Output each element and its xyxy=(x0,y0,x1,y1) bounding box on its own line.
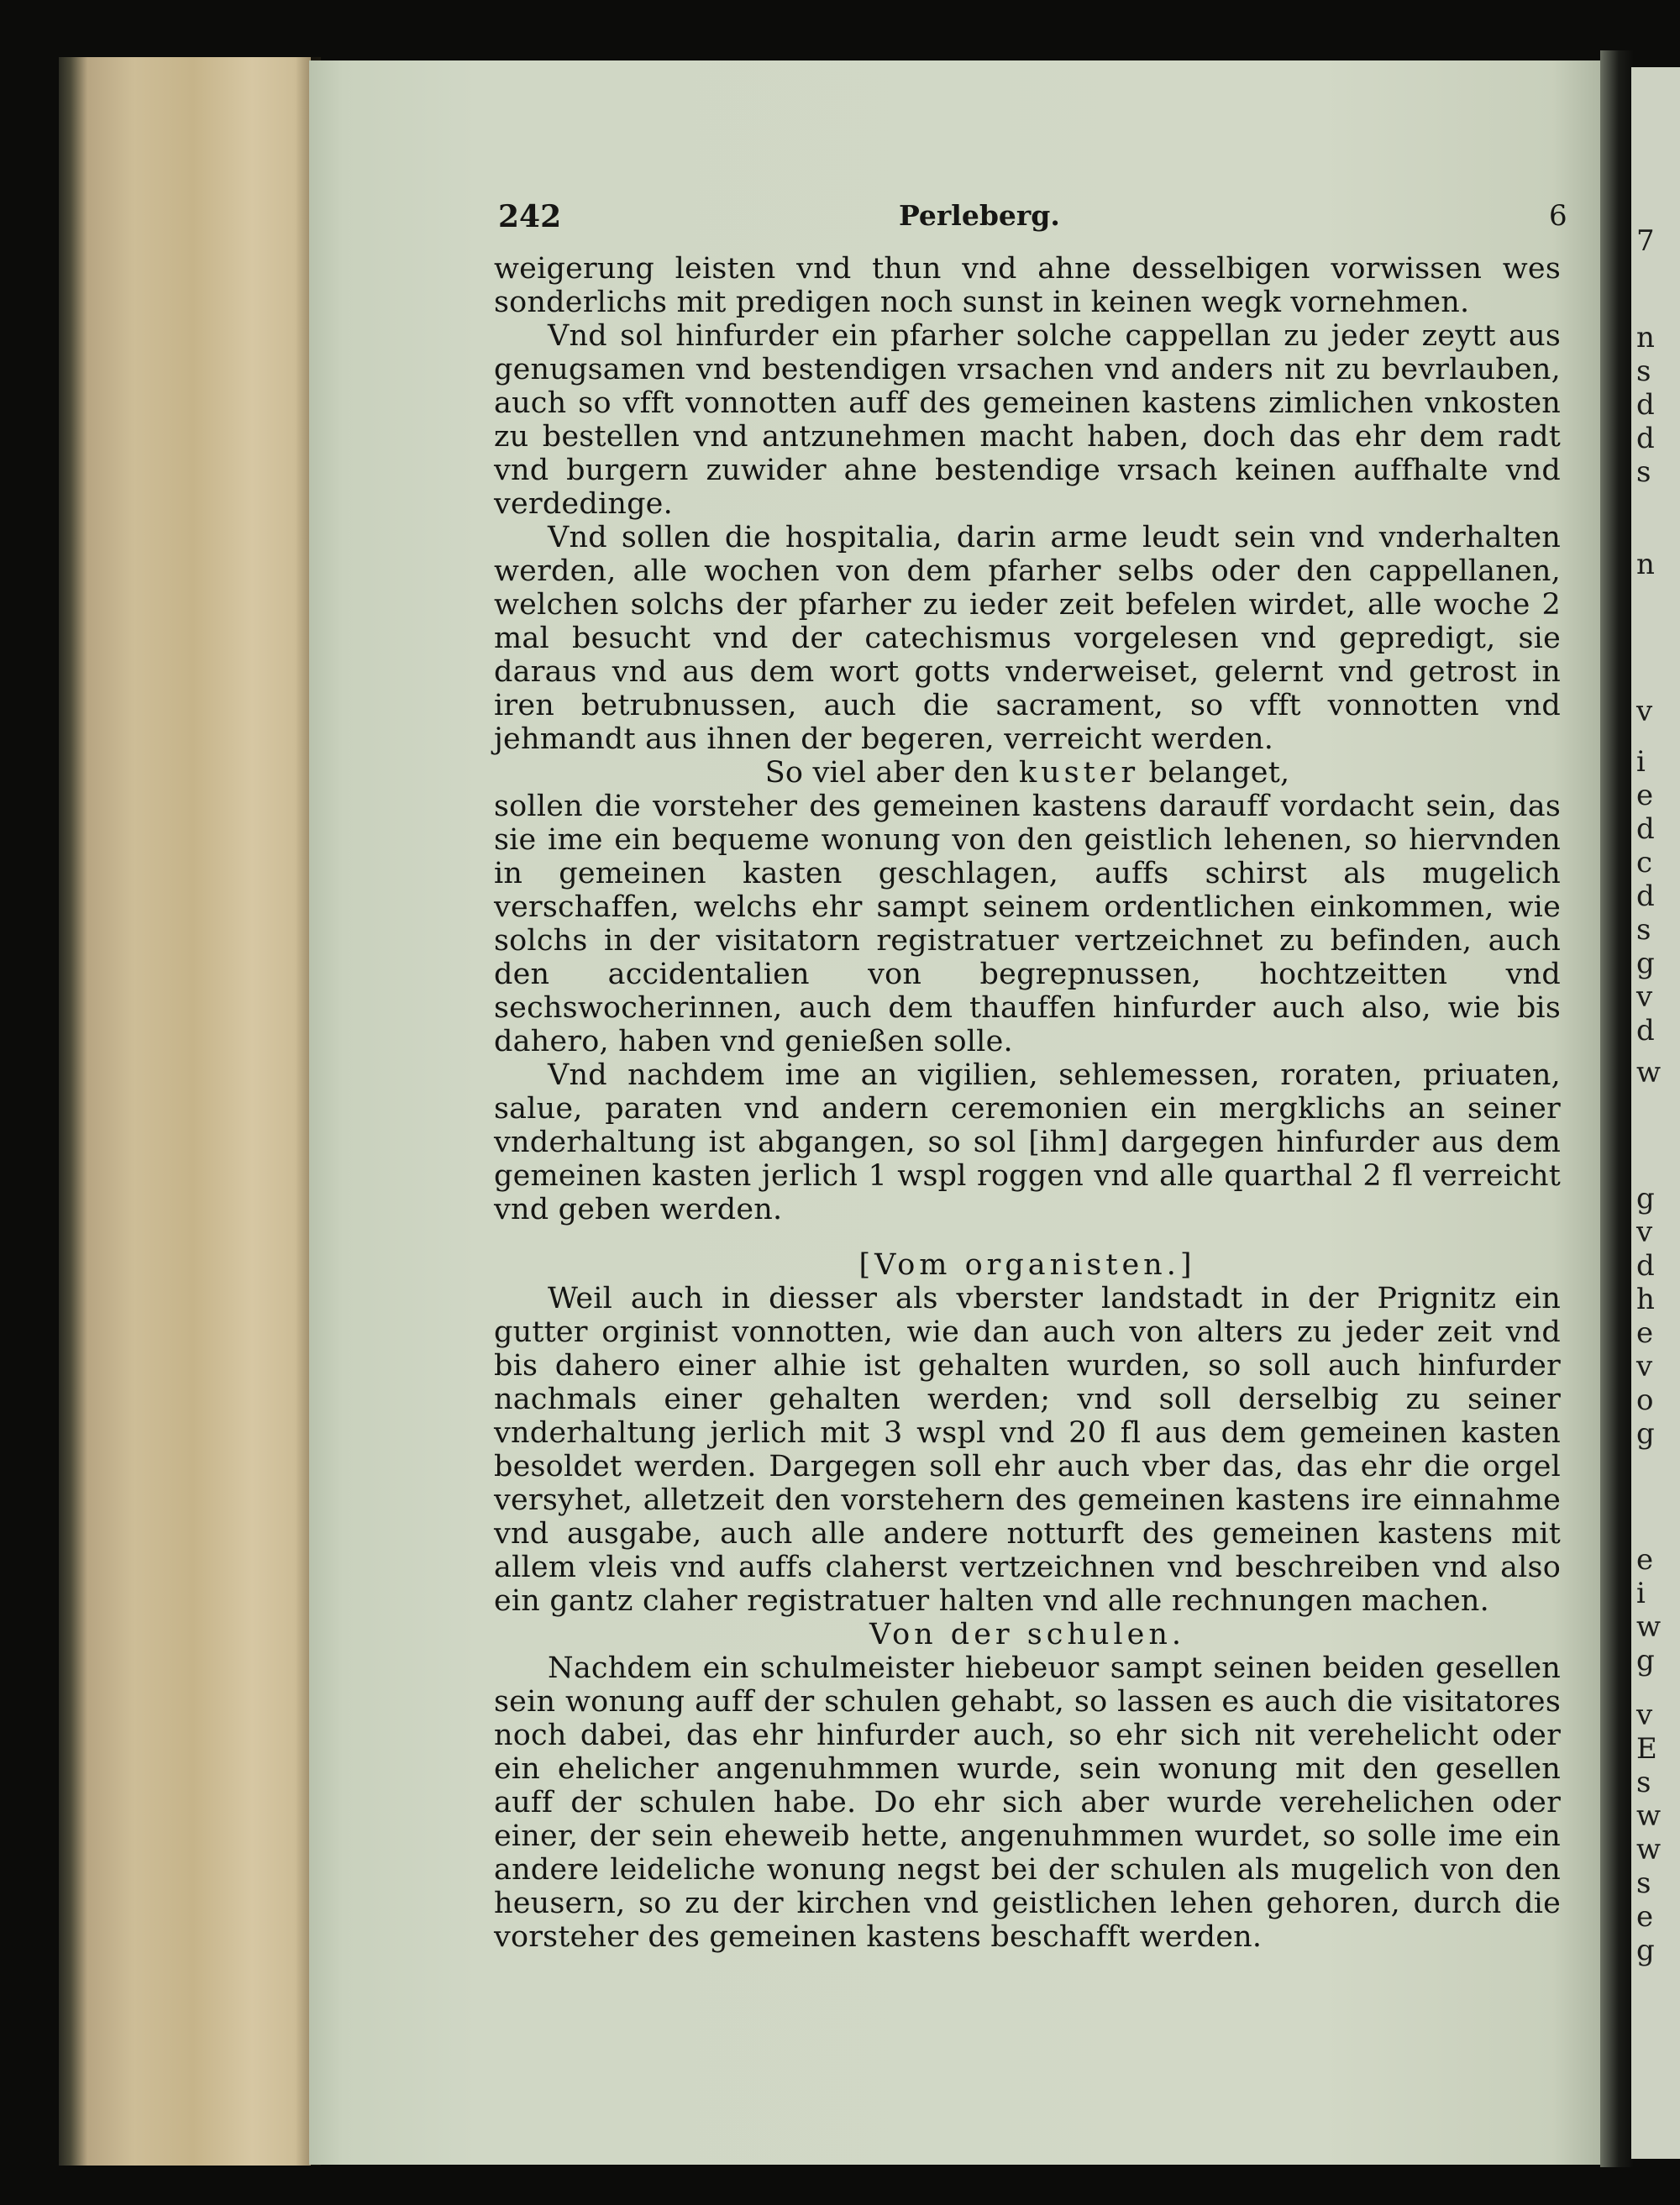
next-page-fragment: v xyxy=(1636,1698,1653,1732)
next-page-fragment: s xyxy=(1636,1766,1651,1799)
heading-text: belanget, xyxy=(1148,756,1290,790)
next-page-fragment: e xyxy=(1636,1316,1654,1350)
next-page-fragment: s xyxy=(1636,455,1651,489)
section-heading-schulen: Von der schulen. xyxy=(869,1618,1185,1651)
next-page-fragment: s xyxy=(1636,354,1651,388)
next-page-fragment: d xyxy=(1636,1014,1655,1047)
paragraph: sollen die vorsteher des gemeinen kastens darauff vordacht sein, das sie ime ein bequeme wonung von den geistlich lehenen, so hiervnden in gemeinen kasten geschlagen, auffs schirst als mugelich verschaffen, welchs ehr sampt seinem ordentlichen einkommen, wie solchs in der visitatorn registratuer vertzeichnet zu befinden, auch den accidentalien von begrepnussen, hochtzeitten vnd sechswocherinnen, auch dem thauffen hinfurder auch also, wie bis dahero, haben vnd genießen solle. xyxy=(494,790,1561,1058)
next-page-fragment: n xyxy=(1636,548,1655,581)
next-page-fragment: g xyxy=(1636,1934,1655,1967)
next-page-fragment: w xyxy=(1636,1610,1662,1644)
heading-emphasis: kuster xyxy=(1018,756,1140,790)
signature-mark: 6 xyxy=(1549,199,1567,233)
book-fore-edge xyxy=(59,57,311,2166)
next-page-fragment: s xyxy=(1636,1866,1651,1900)
next-page-fragment: E xyxy=(1636,1732,1657,1766)
paragraph: Nachdem ein schulmeister hiebeuor sampt seinen beiden gesellen sein wonung auff der schulen gehabt, so lassen es auch die visitatores noch dabei, das ehr hinfurder auch, so ehr sich nit verehelicht oder ein ehelicher angenuhmmen wurde, sein wonung mit den gesellen auff der schulen habe. Do ehr sich aber wurde verehelichen oder einer, der sein eheweib hette, angenuhmmen wurdet, so solle ime ein andere leideliche wonung negst bei der schulen als mugelich von den heusern, so zu der kirchen vnd geistlichen lehen gehoren, durch die vorsteher des gemeinen kastens beschafft werden. xyxy=(494,1651,1561,1954)
next-page-fragment: d xyxy=(1636,388,1655,422)
next-page-fragment: v xyxy=(1636,695,1653,728)
body-text xyxy=(494,252,1561,1954)
paragraph: weigerung leisten vnd thun vnd ahne desselbigen vorwissen wes sonderlichs mit predigen noch sunst in keinen wegk vornehmen. xyxy=(494,252,1561,319)
next-page-fragment: e xyxy=(1636,779,1654,812)
next-page-fragment: c xyxy=(1636,846,1653,879)
section-heading-kuster xyxy=(494,756,1561,790)
next-page-fragment: e xyxy=(1636,1543,1654,1577)
section-heading-organist: [Vom organisten.] xyxy=(858,1248,1196,1282)
next-page-fragment: g xyxy=(1636,947,1655,980)
page-number: 242 xyxy=(498,199,562,234)
next-page-fragment: 7 xyxy=(1636,224,1655,258)
next-page-fragment: v xyxy=(1636,980,1653,1014)
book-gutter xyxy=(1600,50,1634,2167)
next-page-fragment: d xyxy=(1636,1249,1655,1283)
next-page-fragment: d xyxy=(1636,422,1655,455)
next-page-fragment: s xyxy=(1636,913,1651,947)
next-page-fragment: i xyxy=(1636,745,1646,779)
paragraph: Weil auch in diesser als vberster landstadt in der Prignitz ein gutter orginist vonnotten, wie dan auch von alters zu jeder zeit vnd bis dahero einer alhie ist gehalten wurden, so soll auch hinfurder nachmals einer gehalten werden; vnd soll derselbig zu seiner vnderhaltung jerlich mit 3 wspl vnd 20 fl aus dem gemeinen kasten besoldet werden. Dargegen soll ehr auch vber das, das ehr die orgel versyhet, alletzeit den vorstehern des gemeinen kastens ire einnahme vnd ausgabe, auch alle andere notturft des gemeinen kastens mit allem vleis vnd auffs claherst vertzeichnen vnd beschreiben vnd also ein gantz claher registratuer halten vnd alle rechnungen machen. xyxy=(494,1282,1561,1618)
next-page-fragment: g xyxy=(1636,1417,1655,1451)
next-page-edge xyxy=(1631,67,1680,2159)
next-page-fragment: w xyxy=(1636,1799,1662,1833)
next-page-fragment: d xyxy=(1636,812,1655,846)
next-page-fragment: h xyxy=(1636,1283,1655,1316)
next-page-fragment: o xyxy=(1636,1383,1654,1417)
next-page-fragment: g xyxy=(1636,1644,1655,1677)
next-page-fragment: n xyxy=(1636,321,1655,354)
next-page-fragment: w xyxy=(1636,1833,1662,1866)
next-page-fragment: g xyxy=(1636,1182,1655,1215)
next-page-fragment: d xyxy=(1636,879,1655,913)
paragraph: Vnd sol hinfurder ein pfarher solche cappellan zu jeder zeytt aus genugsamen vnd bestendigen vrsachen vnd anders nit zu bevrlauben, auch so vfft vonnotten auff des gemeinen kastens zimlichen vnkosten zu bestellen vnd antzunehmen macht haben, doch das ehr dem radt vnd burgern zuwider ahne bestendige vrsach keinen auffhalte vnd verdedinge. xyxy=(494,319,1561,521)
next-page-fragment: e xyxy=(1636,1900,1654,1934)
running-title: Perleberg. xyxy=(899,199,1060,232)
next-page-fragment: v xyxy=(1636,1215,1653,1249)
paragraph: Vnd nachdem ime an vigilien, sehlemessen, roraten, priuaten, salue, paraten vnd andern ceremonien ein mergklichs an seiner vnderhaltung ist abgangen, so sol [ihm] dargegen hinfurder aus dem gemeinen kasten jerlich 1 wspl roggen vnd alle quarthal 2 fl verreicht vnd geben werden. xyxy=(494,1058,1561,1226)
heading-text: So viel aber den xyxy=(764,756,1010,790)
next-page-fragment: v xyxy=(1636,1350,1653,1383)
next-page-fragment: w xyxy=(1636,1056,1662,1089)
paragraph: Vnd sollen die hospitalia, darin arme leudt sein vnd vnderhalten werden, alle wochen von dem pfarher selbs oder den cappellanen, welchen solchs der pfarher zu ieder zeit befelen wirdet, alle woche 2 mal besucht vnd der catechismus vorgelesen vnd gepredigt, sie daraus vnd aus dem wort gotts vnderweiset, gelernt vnd getrost in iren betrubnussen, auch die sacrament, so vfft vonnotten vnd jehmandt aus ihnen der begeren, verreicht werden. xyxy=(494,521,1561,756)
next-page-fragment: i xyxy=(1636,1577,1646,1610)
